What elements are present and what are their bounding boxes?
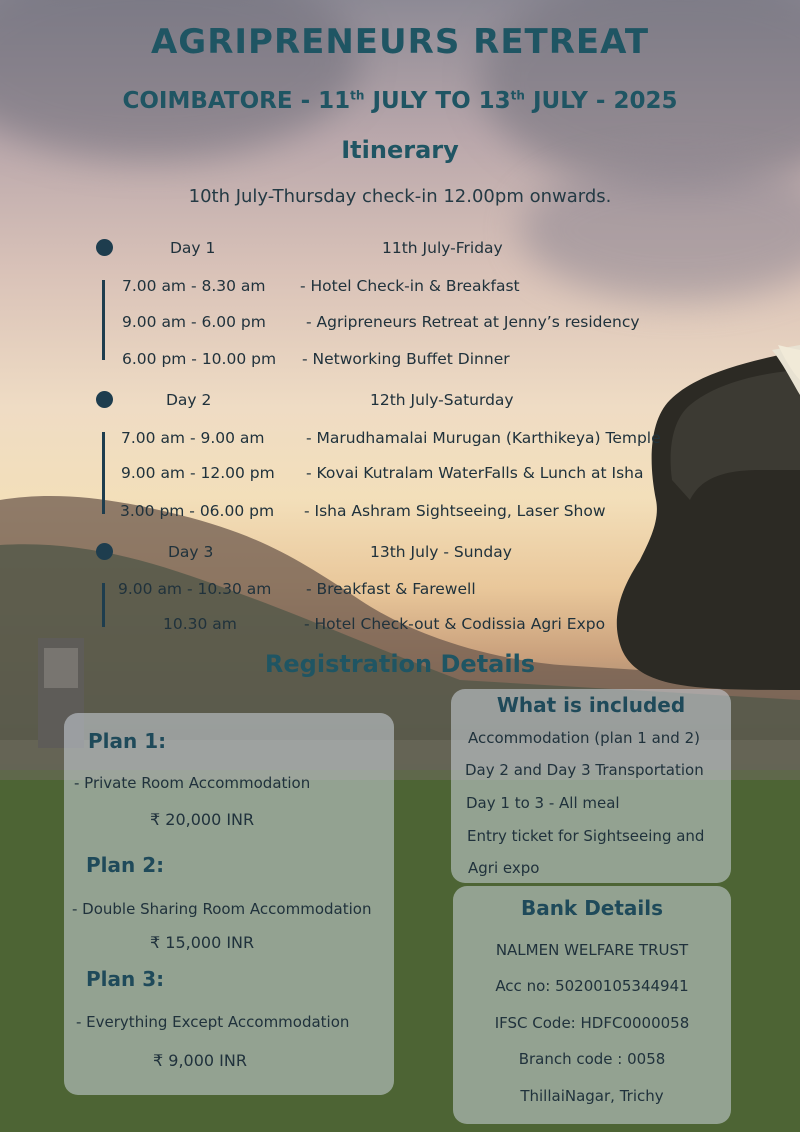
bank-line: Branch code : 0058 xyxy=(518,1050,666,1068)
day-date: 12th July-Saturday xyxy=(370,391,514,409)
included-item: Entry ticket for Sightseeing and xyxy=(467,827,705,845)
event-activity: - Agripreneurs Retreat at Jenny’s residency xyxy=(306,313,640,331)
event-time: 9.00 am - 6.00 pm xyxy=(122,313,266,331)
timeline-line xyxy=(102,280,105,360)
event-activity: - Networking Buffet Dinner xyxy=(302,350,510,368)
event-time: 9.00 am - 12.00 pm xyxy=(121,464,275,482)
plan-price: ₹ 9,000 INR xyxy=(153,1051,247,1070)
itinerary-heading: Itinerary xyxy=(341,136,459,164)
day-bullet-icon xyxy=(96,391,113,408)
poster-title: AGRIPRENEURS RETREAT xyxy=(150,22,650,62)
included-item: Accommodation (plan 1 and 2) xyxy=(468,729,700,747)
bank-heading: Bank Details xyxy=(520,896,664,920)
day-bullet-icon xyxy=(96,239,113,256)
plan-price: ₹ 20,000 INR xyxy=(150,810,255,829)
plan-description: - Everything Except Accommodation xyxy=(76,1013,350,1031)
event-activity: - Hotel Check-out & Codissia Agri Expo xyxy=(304,615,606,633)
bank-details-card xyxy=(453,886,731,1124)
day-date: 11th July-Friday xyxy=(382,239,503,257)
event-time: 7.00 am - 8.30 am xyxy=(122,277,266,295)
plan-price: ₹ 15,000 INR xyxy=(150,933,255,952)
included-item: Day 1 to 3 - All meal xyxy=(466,794,620,812)
included-heading: What is included xyxy=(496,693,686,717)
event-time: 3.00 pm - 06.00 pm xyxy=(120,502,275,520)
event-activity: - Isha Ashram Sightseeing, Laser Show xyxy=(304,502,606,520)
event-activity: - Kovai Kutralam WaterFalls & Lunch at Isha xyxy=(306,464,644,482)
event-location-dates: COIMBATORE - 11th JULY TO 13th JULY - 2025 xyxy=(122,88,678,114)
event-time: 10.30 am xyxy=(163,615,237,633)
event-activity: - Marudhamalai Murugan (Karthikeya) Temple xyxy=(306,429,661,447)
day-date: 13th July - Sunday xyxy=(370,543,512,561)
timeline-line xyxy=(102,432,105,514)
plan-name: Plan 3: xyxy=(86,967,165,991)
plans-card xyxy=(64,713,394,1095)
day-label: Day 1 xyxy=(170,239,216,257)
day-label: Day 3 xyxy=(168,543,214,561)
event-activity: - Breakfast & Farewell xyxy=(306,580,476,598)
included-item: Day 2 and Day 3 Transportation xyxy=(465,761,704,779)
event-time: 6.00 pm - 10.00 pm xyxy=(122,350,277,368)
bank-line: Acc no: 50200105344941 xyxy=(495,977,689,995)
plan-description: - Double Sharing Room Accommodation xyxy=(72,900,372,918)
included-card xyxy=(451,689,731,883)
plan-name: Plan 1: xyxy=(88,729,167,753)
event-activity: - Hotel Check-in & Breakfast xyxy=(300,277,520,295)
registration-heading: Registration Details xyxy=(264,650,536,678)
bank-line: ThillaiNagar, Trichy xyxy=(520,1087,664,1105)
bank-line: NALMEN WELFARE TRUST xyxy=(495,941,689,959)
event-time: 9.00 am - 10.30 am xyxy=(118,580,272,598)
checkin-note: 10th July-Thursday check-in 12.00pm onwards. xyxy=(188,186,612,207)
event-time: 7.00 am - 9.00 am xyxy=(121,429,265,447)
included-item: Agri expo xyxy=(468,859,540,877)
day-bullet-icon xyxy=(96,543,113,560)
bank-line: IFSC Code: HDFC0000058 xyxy=(494,1014,690,1032)
plan-description: - Private Room Accommodation xyxy=(74,774,311,792)
timeline-line xyxy=(102,583,105,627)
plan-name: Plan 2: xyxy=(86,853,165,877)
day-label: Day 2 xyxy=(166,391,212,409)
